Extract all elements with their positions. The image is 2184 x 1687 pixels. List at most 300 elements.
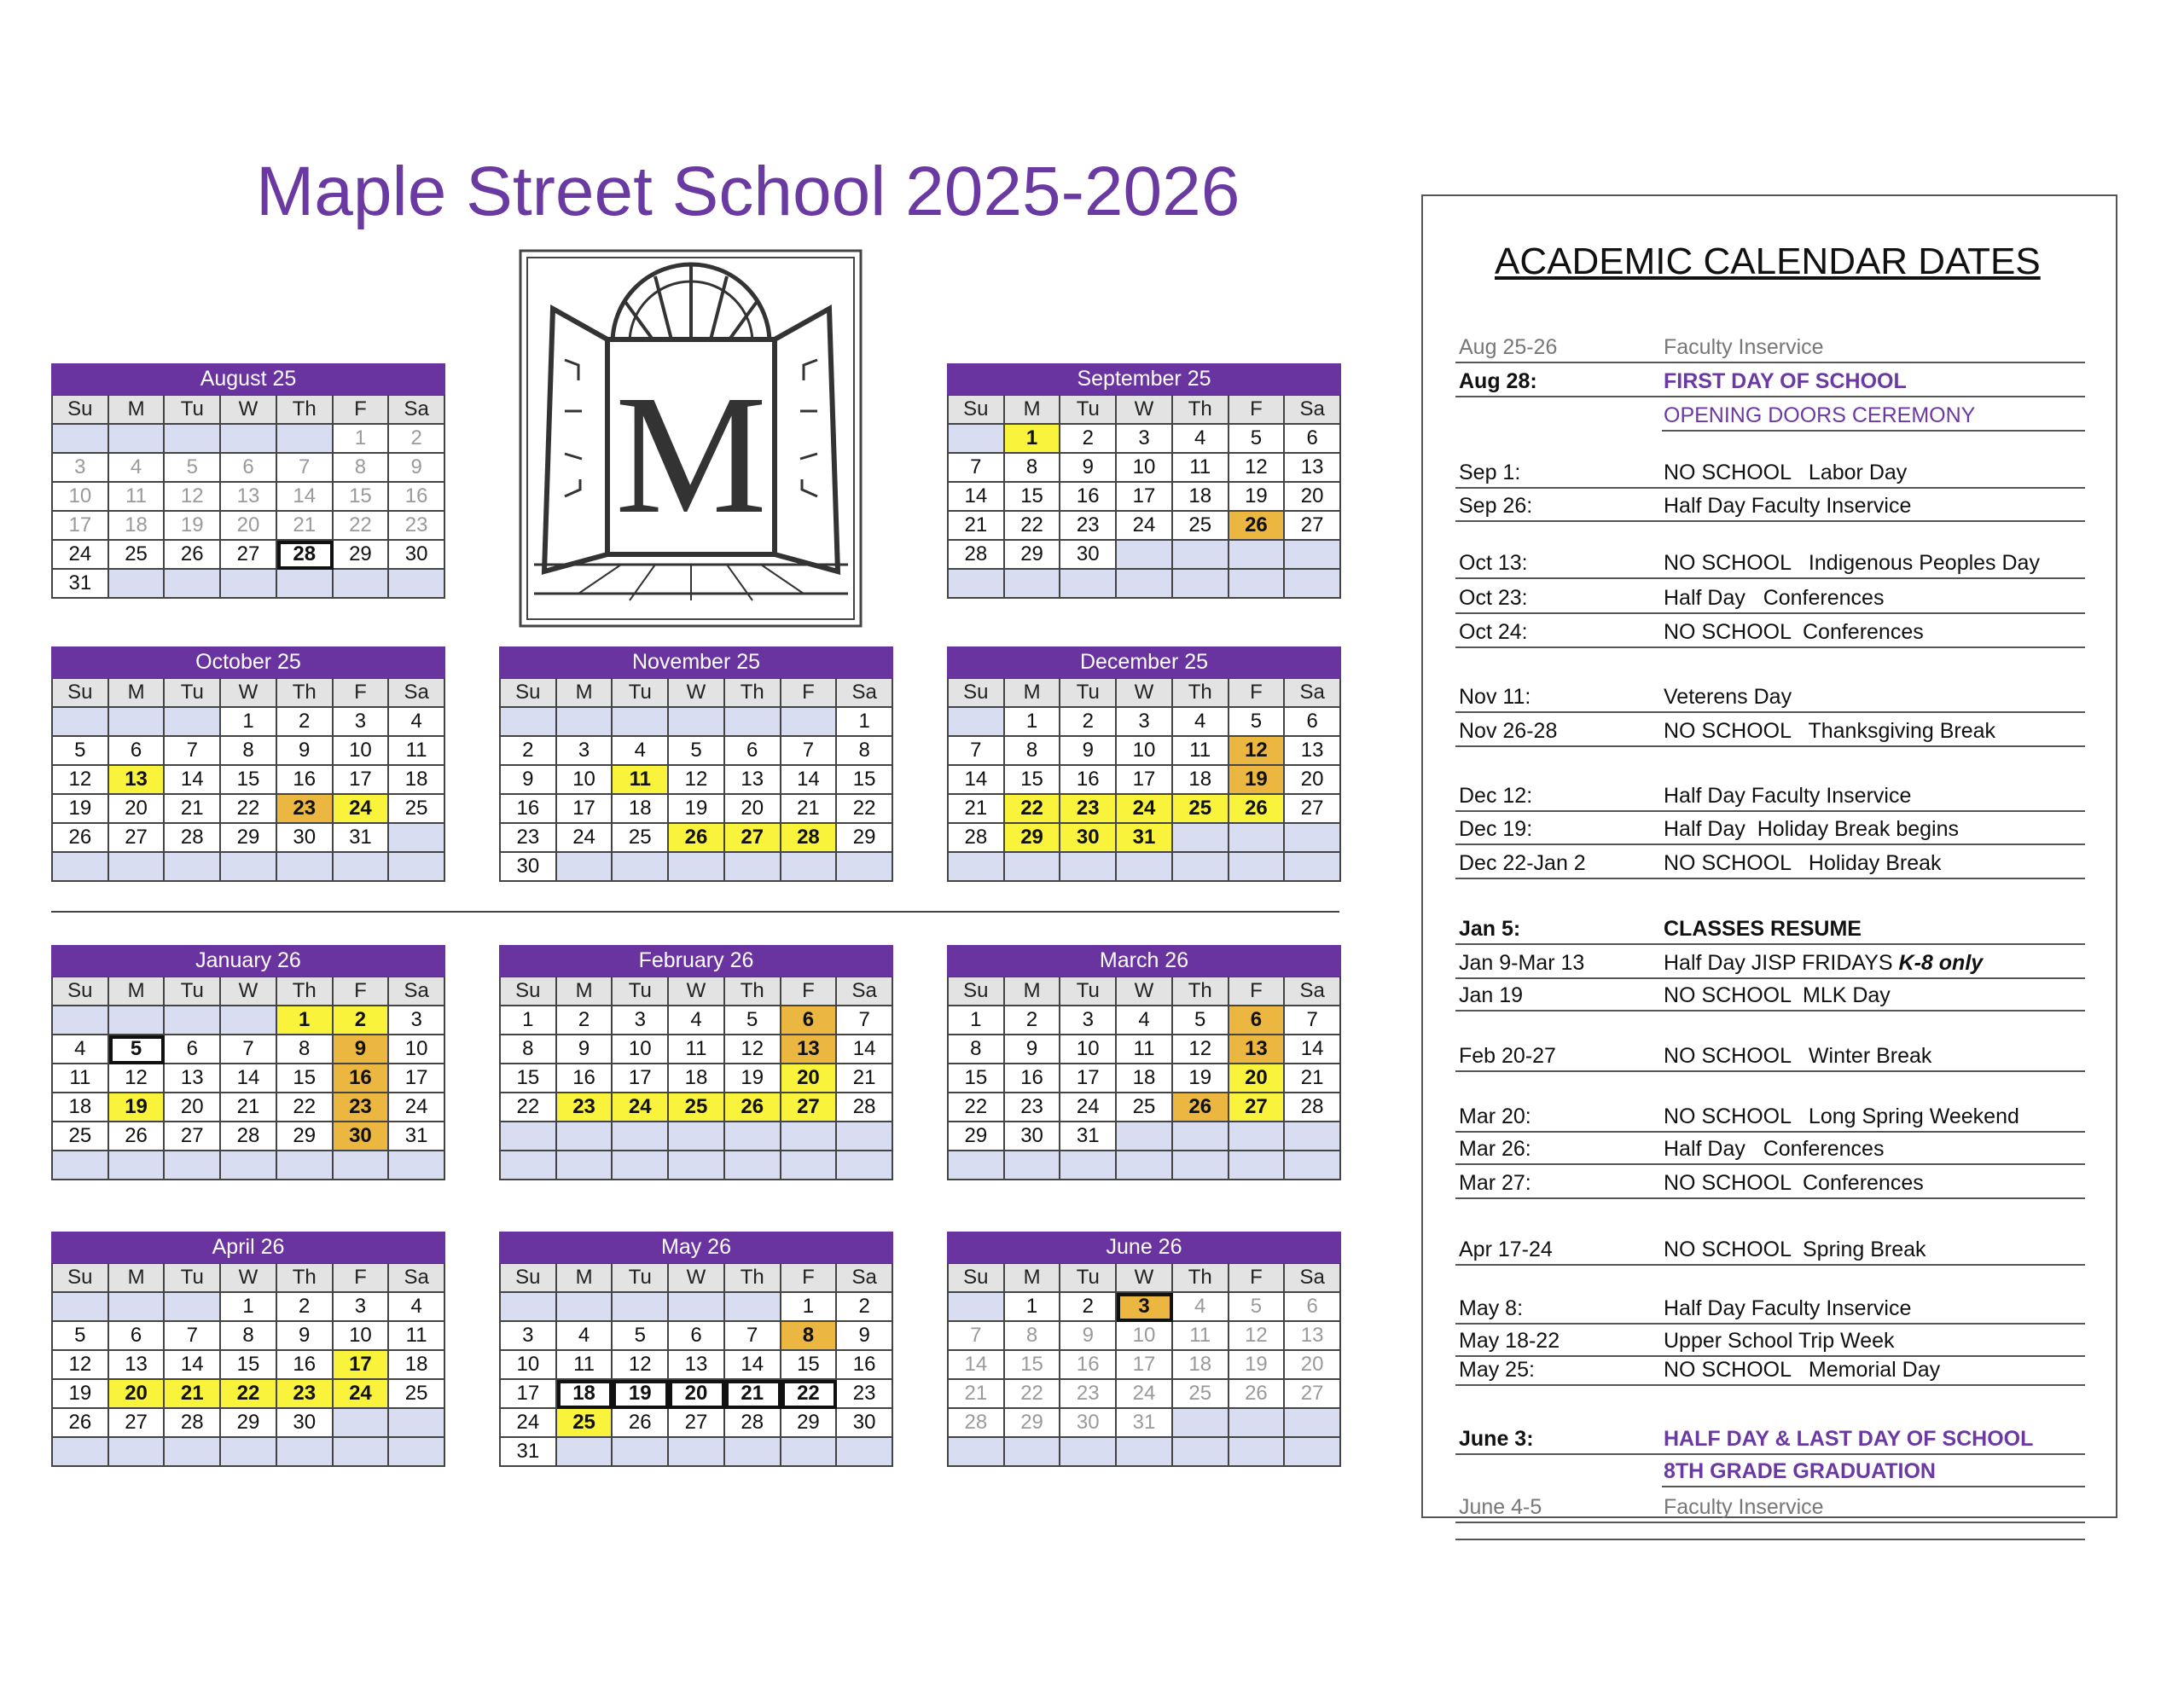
day-cell: 20 (725, 795, 781, 824)
weekday-header: Su (53, 1264, 109, 1293)
empty-cell (277, 853, 334, 882)
calendar-date-row (1662, 1455, 2085, 1487)
date-label: Oct 24: (1459, 620, 1528, 644)
empty-cell (389, 1409, 445, 1438)
day-cell: 14 (1285, 1035, 1341, 1064)
empty-cell (501, 1122, 557, 1151)
empty-cell (1173, 853, 1229, 882)
event-text: Half Day Faculty Inservice (1664, 494, 1912, 518)
event-text: NO SCHOOL Labor Day (1664, 461, 1908, 484)
empty-cell (109, 570, 166, 599)
event-text: Half Day Conferences (1664, 586, 1885, 610)
weekday-header: Su (949, 977, 1005, 1006)
event-label (1664, 784, 1911, 809)
day-cell: 7 (949, 1322, 1005, 1351)
date-label: Nov 26-28 (1459, 719, 1558, 743)
weekday-header: Su (949, 679, 1005, 708)
day-cell: 14 (725, 1351, 781, 1380)
day-cell: 30 (1060, 1409, 1117, 1438)
empty-cell (165, 1006, 221, 1035)
day-cell: 4 (109, 454, 166, 483)
day-cell: 6 (725, 737, 781, 766)
day-cell: 6 (669, 1322, 725, 1351)
weekday-header: M (1005, 679, 1061, 708)
empty-cell (1173, 1409, 1229, 1438)
day-cell: 28 (781, 824, 838, 853)
day-cell: 25 (1117, 1093, 1173, 1122)
day-cell: 21 (949, 512, 1005, 541)
day-cell: 13 (1285, 737, 1341, 766)
weekday-header: M (109, 396, 166, 425)
day-cell: 30 (277, 824, 334, 853)
weekday-header: Tu (613, 679, 669, 708)
day-cell: 25 (669, 1093, 725, 1122)
day-cell: 25 (53, 1122, 109, 1151)
day-cell: 23 (1060, 795, 1117, 824)
event-label (1664, 461, 1907, 485)
day-cell: 4 (1173, 708, 1229, 737)
calendar-date-row (1455, 681, 2085, 713)
day-cell: 11 (557, 1351, 613, 1380)
day-cell: 15 (781, 1351, 838, 1380)
day-cell: 15 (221, 766, 277, 795)
empty-cell (1173, 541, 1229, 570)
day-cell: 14 (949, 483, 1005, 512)
day-cell: 4 (1173, 1293, 1229, 1322)
day-cell: 2 (277, 708, 334, 737)
empty-cell (165, 425, 221, 454)
day-cell: 29 (334, 541, 390, 570)
day-cell: 15 (1005, 1351, 1061, 1380)
event-label (1664, 1044, 1931, 1069)
day-cell: 13 (1229, 1035, 1286, 1064)
day-cell: 18 (1173, 766, 1229, 795)
weekday-header: M (109, 679, 166, 708)
empty-cell (221, 1006, 277, 1035)
day-cell: 22 (949, 1093, 1005, 1122)
month-calendar (51, 1232, 445, 1467)
day-cell: 18 (613, 795, 669, 824)
day-cell: 26 (53, 1409, 109, 1438)
day-cell: 2 (837, 1293, 893, 1322)
day-cell: 22 (837, 795, 893, 824)
empty-cell (53, 708, 109, 737)
event-text: HALF DAY & LAST DAY OF SCHOOL (1664, 1427, 2034, 1451)
calendar-date-row (1455, 1233, 2085, 1266)
weekday-header: W (221, 977, 277, 1006)
calendar-date-row (1455, 1423, 2085, 1455)
weekday-header: Th (277, 679, 334, 708)
day-cell: 31 (1117, 1409, 1173, 1438)
event-label (1664, 1137, 1884, 1162)
day-cell: 23 (501, 824, 557, 853)
day-cell: 13 (109, 766, 166, 795)
calendar-date-row (1455, 616, 2085, 648)
day-cell: 5 (1173, 1006, 1229, 1035)
dates-title: ACADEMIC CALENDAR DATES (1495, 241, 2041, 282)
day-cell: 22 (334, 512, 390, 541)
day-cell: 21 (1285, 1064, 1341, 1093)
day-cell: 2 (334, 1006, 390, 1035)
day-cell: 7 (949, 454, 1005, 483)
day-cell: 16 (837, 1351, 893, 1380)
empty-cell (1173, 1438, 1229, 1467)
weekday-header: W (1117, 1264, 1173, 1293)
empty-cell (1005, 1151, 1061, 1180)
calendar-date-row (1455, 913, 2085, 945)
day-cell: 6 (221, 454, 277, 483)
empty-cell (669, 708, 725, 737)
day-cell: 31 (53, 570, 109, 599)
date-label: June 4-5 (1459, 1495, 1542, 1519)
day-cell: 17 (1117, 483, 1173, 512)
day-cell: 23 (277, 1380, 334, 1409)
day-cell: 5 (165, 454, 221, 483)
empty-cell (1060, 1151, 1117, 1180)
date-label: June 3: (1459, 1427, 1534, 1451)
day-cell: 3 (557, 737, 613, 766)
day-cell: 10 (1117, 737, 1173, 766)
day-cell: 27 (109, 1409, 166, 1438)
day-cell: 3 (1117, 708, 1173, 737)
month-calendar (51, 363, 445, 599)
weekday-header: Tu (1060, 977, 1117, 1006)
empty-cell (1229, 1438, 1286, 1467)
month-days-grid (51, 1263, 445, 1467)
weekday-header: Th (1173, 396, 1229, 425)
empty-cell (1117, 853, 1173, 882)
day-cell: 5 (1229, 425, 1286, 454)
day-cell: 6 (1285, 708, 1341, 737)
empty-cell (557, 708, 613, 737)
empty-cell (389, 1438, 445, 1467)
empty-cell (165, 1293, 221, 1322)
event-text: NO SCHOOL MLK Day (1664, 983, 1891, 1007)
weekday-header: W (669, 1264, 725, 1293)
empty-cell (501, 1151, 557, 1180)
date-label: May 25: (1459, 1358, 1535, 1382)
weekday-header: W (669, 679, 725, 708)
day-cell: 19 (1229, 1351, 1286, 1380)
day-cell: 29 (781, 1409, 838, 1438)
day-cell: 21 (277, 512, 334, 541)
day-cell: 12 (165, 483, 221, 512)
weekday-header: F (334, 1264, 390, 1293)
empty-cell (949, 1293, 1005, 1322)
calendar-date-row (1455, 490, 2085, 522)
day-cell: 15 (949, 1064, 1005, 1093)
day-cell: 3 (53, 454, 109, 483)
day-cell: 24 (1060, 1093, 1117, 1122)
day-cell: 4 (557, 1322, 613, 1351)
day-cell: 20 (109, 795, 166, 824)
day-cell: 27 (1285, 1380, 1341, 1409)
calendar-date-row (1455, 547, 2085, 579)
day-cell: 13 (109, 1351, 166, 1380)
day-cell: 14 (781, 766, 838, 795)
day-cell: 13 (1285, 454, 1341, 483)
empty-cell (781, 1151, 838, 1180)
day-cell: 18 (109, 512, 166, 541)
day-cell: 28 (165, 1409, 221, 1438)
day-cell: 10 (389, 1035, 445, 1064)
empty-cell (557, 1151, 613, 1180)
empty-cell (1117, 1438, 1173, 1467)
empty-cell (109, 1438, 166, 1467)
day-cell: 13 (781, 1035, 838, 1064)
day-cell: 23 (1060, 1380, 1117, 1409)
event-label (1664, 1238, 1926, 1262)
weekday-header: Su (501, 977, 557, 1006)
empty-cell (277, 570, 334, 599)
day-cell: 31 (1060, 1122, 1117, 1151)
day-cell: 14 (949, 1351, 1005, 1380)
empty-cell (389, 1151, 445, 1180)
day-cell: 11 (389, 1322, 445, 1351)
empty-cell (949, 425, 1005, 454)
day-cell: 22 (1005, 512, 1061, 541)
day-cell: 30 (837, 1409, 893, 1438)
day-cell: 7 (837, 1006, 893, 1035)
day-cell: 5 (725, 1006, 781, 1035)
day-cell: 21 (781, 795, 838, 824)
day-cell: 11 (669, 1035, 725, 1064)
day-cell: 7 (277, 454, 334, 483)
empty-cell (334, 1151, 390, 1180)
weekday-header: W (221, 679, 277, 708)
empty-cell (221, 853, 277, 882)
day-cell: 20 (781, 1064, 838, 1093)
weekday-header: Su (53, 396, 109, 425)
month-title: March 26 (947, 945, 1341, 977)
empty-cell (1005, 853, 1061, 882)
month-calendar (499, 1232, 893, 1467)
empty-cell (837, 1438, 893, 1467)
weekday-header: Tu (613, 977, 669, 1006)
empty-cell (1285, 1438, 1341, 1467)
event-text: Half Day Conferences (1664, 1137, 1885, 1161)
event-text: NO SCHOOL Indigenous Peoples Day (1664, 551, 2040, 575)
empty-cell (781, 1122, 838, 1151)
day-cell: 14 (165, 1351, 221, 1380)
empty-cell (53, 853, 109, 882)
weekday-header: W (1117, 679, 1173, 708)
empty-cell (334, 1409, 390, 1438)
day-cell: 8 (949, 1035, 1005, 1064)
day-cell: 23 (1060, 512, 1117, 541)
weekday-header: Tu (165, 977, 221, 1006)
event-text: Veterens Day (1664, 685, 1792, 709)
month-days-grid (947, 977, 1341, 1180)
day-cell: 17 (1060, 1064, 1117, 1093)
empty-cell (613, 1122, 669, 1151)
date-label: Feb 20-27 (1459, 1044, 1556, 1068)
weekday-header: M (557, 1264, 613, 1293)
empty-cell (221, 1438, 277, 1467)
event-label (1664, 1296, 1911, 1321)
weekday-header: Th (1173, 679, 1229, 708)
day-cell: 4 (1117, 1006, 1173, 1035)
day-cell: 27 (781, 1093, 838, 1122)
empty-cell (109, 853, 166, 882)
empty-cell (557, 853, 613, 882)
empty-cell (53, 1151, 109, 1180)
empty-cell (389, 824, 445, 853)
empty-cell (277, 425, 334, 454)
day-cell: 4 (669, 1006, 725, 1035)
day-cell: 30 (1005, 1122, 1061, 1151)
event-text: NO SCHOOL Long Spring Weekend (1664, 1104, 2019, 1128)
day-cell: 20 (165, 1093, 221, 1122)
event-label (1664, 685, 1792, 710)
day-cell: 12 (109, 1064, 166, 1093)
month-days-grid (947, 395, 1341, 599)
day-cell: 10 (1117, 454, 1173, 483)
day-cell: 10 (1117, 1322, 1173, 1351)
empty-cell (725, 1293, 781, 1322)
month-days-grid (51, 678, 445, 882)
day-cell: 13 (165, 1064, 221, 1093)
day-cell: 9 (1060, 1322, 1117, 1351)
month-title: April 26 (51, 1232, 445, 1263)
calendar-date-row (1455, 1325, 2085, 1357)
date-label: Sep 1: (1459, 461, 1521, 484)
day-cell: 28 (949, 1409, 1005, 1438)
day-cell: 3 (501, 1322, 557, 1351)
calendar-date-row (1455, 456, 2085, 489)
weekday-header: M (557, 679, 613, 708)
day-cell: 16 (1005, 1064, 1061, 1093)
empty-cell (837, 853, 893, 882)
weekday-header: Sa (389, 679, 445, 708)
day-cell: 7 (221, 1035, 277, 1064)
month-calendar (947, 1232, 1341, 1467)
empty-cell (109, 1006, 166, 1035)
date-label: May 8: (1459, 1296, 1524, 1320)
day-cell: 30 (277, 1409, 334, 1438)
calendar-date-row (1455, 813, 2085, 845)
day-cell: 5 (53, 737, 109, 766)
day-cell: 1 (781, 1293, 838, 1322)
empty-cell (501, 708, 557, 737)
weekday-header: M (1005, 977, 1061, 1006)
logo-letter: M (615, 361, 767, 549)
calendar-date-row (1455, 780, 2085, 812)
day-cell: 21 (949, 795, 1005, 824)
day-cell: 25 (613, 824, 669, 853)
day-cell: 22 (221, 795, 277, 824)
event-text: NO SCHOOL Memorial Day (1664, 1358, 1941, 1382)
day-cell: 24 (389, 1093, 445, 1122)
month-days-grid (51, 395, 445, 599)
weekday-header: Tu (1060, 396, 1117, 425)
empty-cell (725, 1151, 781, 1180)
day-cell: 11 (109, 483, 166, 512)
day-cell: 23 (389, 512, 445, 541)
calendar-date-row (1455, 1167, 2085, 1199)
day-cell: 24 (1117, 512, 1173, 541)
weekday-header: Th (1173, 977, 1229, 1006)
day-cell: 3 (1060, 1006, 1117, 1035)
empty-cell (109, 1151, 166, 1180)
day-cell: 8 (501, 1035, 557, 1064)
empty-cell (109, 425, 166, 454)
event-label (1664, 1427, 2033, 1452)
day-cell: 17 (334, 766, 390, 795)
empty-cell (165, 853, 221, 882)
date-label: Aug 25-26 (1459, 335, 1558, 359)
event-label (1664, 1329, 1895, 1354)
empty-cell (334, 1438, 390, 1467)
weekday-header: W (221, 1264, 277, 1293)
day-cell: 9 (1005, 1035, 1061, 1064)
day-cell: 9 (277, 1322, 334, 1351)
empty-cell (725, 853, 781, 882)
empty-cell (1285, 1409, 1341, 1438)
day-cell: 14 (277, 483, 334, 512)
date-label: Dec 22-Jan 2 (1459, 851, 1586, 875)
event-label (1664, 851, 1942, 876)
day-cell: 11 (53, 1064, 109, 1093)
month-calendar (499, 945, 893, 1180)
day-cell: 28 (725, 1409, 781, 1438)
date-label: Dec 19: (1459, 817, 1533, 841)
weekday-header: Sa (1285, 679, 1341, 708)
empty-cell (221, 425, 277, 454)
day-cell: 25 (1173, 1380, 1229, 1409)
empty-cell (613, 1438, 669, 1467)
weekday-header: Tu (165, 396, 221, 425)
date-label: Mar 20: (1459, 1104, 1531, 1128)
day-cell: 24 (501, 1409, 557, 1438)
empty-cell (557, 1122, 613, 1151)
empty-cell (221, 570, 277, 599)
day-cell: 21 (221, 1093, 277, 1122)
event-label (1664, 494, 1911, 519)
day-cell: 15 (334, 483, 390, 512)
empty-cell (557, 1293, 613, 1322)
day-cell: 28 (277, 541, 334, 570)
day-cell: 4 (1173, 425, 1229, 454)
event-label (1664, 620, 1924, 645)
weekday-header: Sa (837, 1264, 893, 1293)
day-cell: 19 (165, 512, 221, 541)
day-cell: 9 (837, 1322, 893, 1351)
day-cell: 30 (501, 853, 557, 882)
day-cell: 6 (109, 737, 166, 766)
day-cell: 6 (1229, 1006, 1286, 1035)
month-days-grid (51, 977, 445, 1180)
event-text: Half Day Faculty Inservice (1664, 1296, 1912, 1320)
event-label (1664, 951, 1983, 976)
day-cell: 2 (277, 1293, 334, 1322)
day-cell: 5 (1229, 1293, 1286, 1322)
month-title: February 26 (499, 945, 893, 977)
weekday-header: Su (501, 679, 557, 708)
day-cell: 4 (53, 1035, 109, 1064)
empty-cell (1285, 541, 1341, 570)
empty-cell (837, 1122, 893, 1151)
month-days-grid (947, 678, 1341, 882)
day-cell: 9 (1060, 737, 1117, 766)
day-cell: 3 (334, 1293, 390, 1322)
day-cell: 25 (389, 795, 445, 824)
weekday-header: M (1005, 1264, 1061, 1293)
weekday-header: Sa (837, 679, 893, 708)
calendar-date-row (1455, 947, 2085, 979)
weekday-header: Sa (1285, 977, 1341, 1006)
day-cell: 19 (669, 795, 725, 824)
